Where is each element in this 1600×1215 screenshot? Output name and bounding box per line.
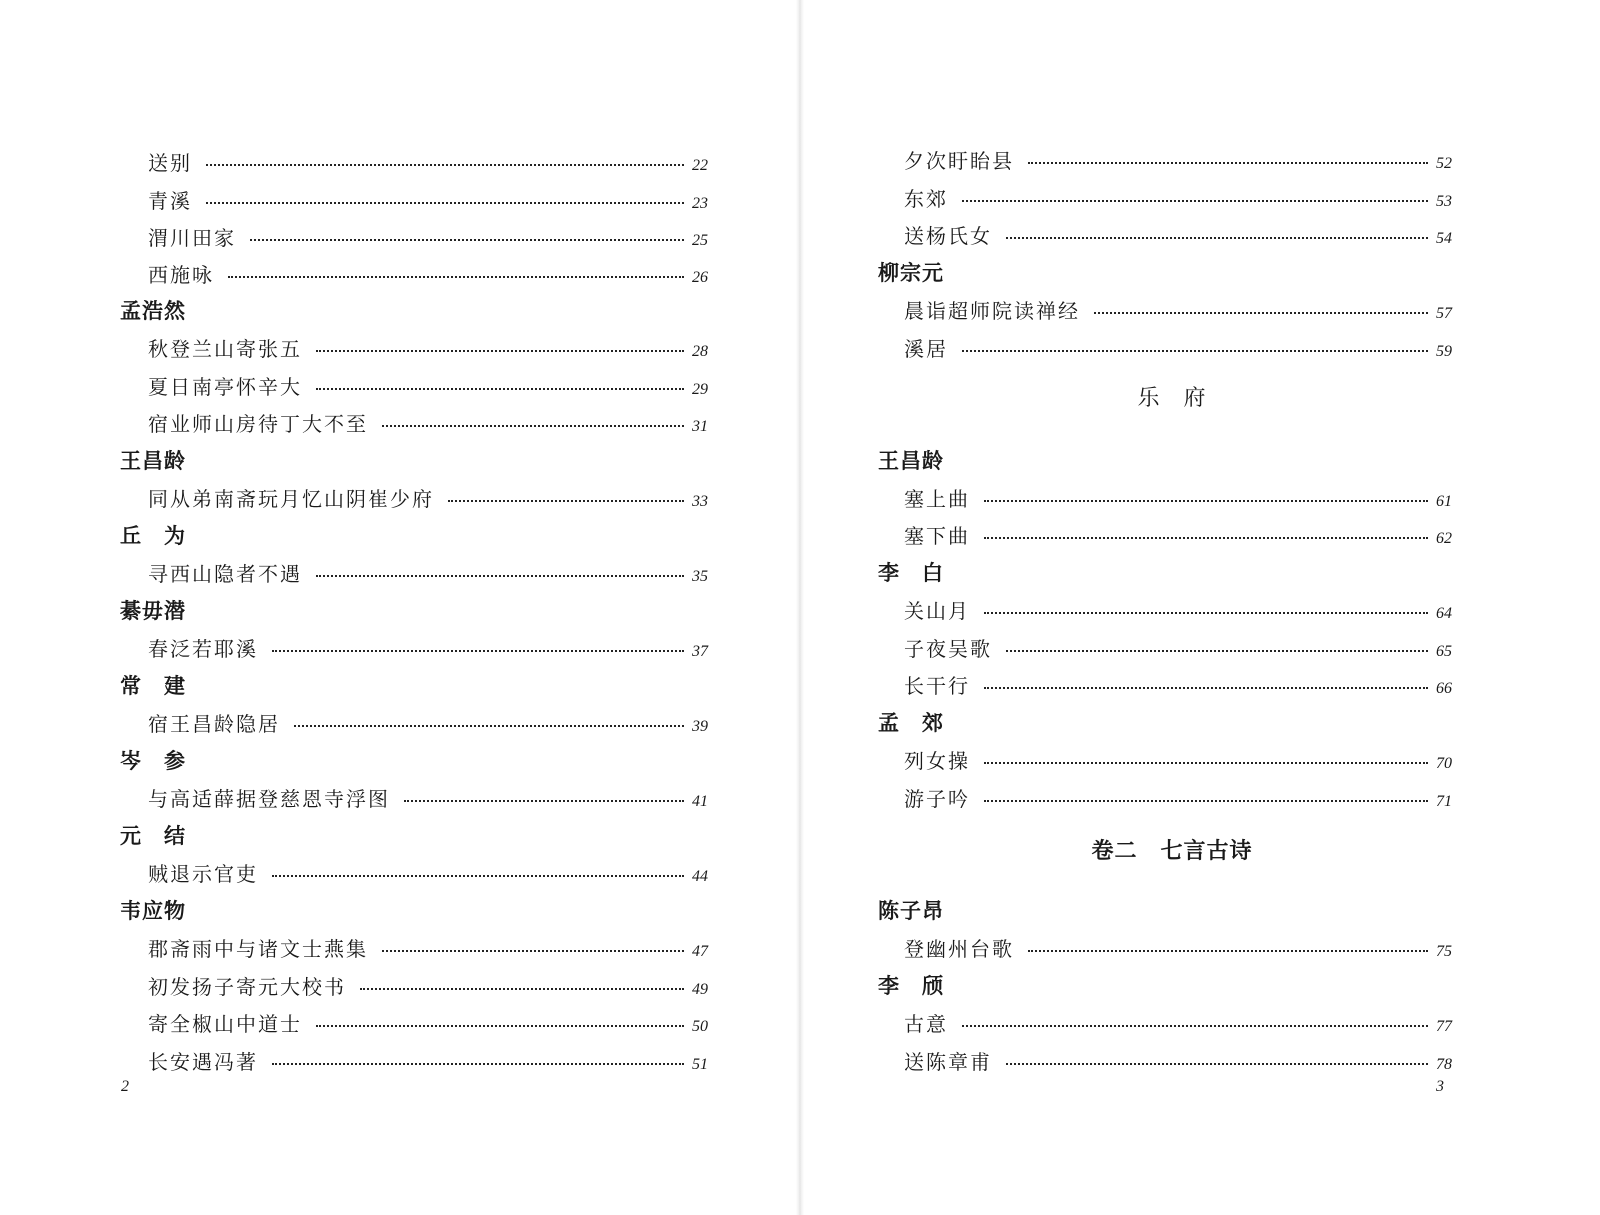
toc-entry-title: 春泛若耶溪 [148,637,258,661]
dot-leader [962,336,1428,352]
page-number-left: 2 [121,1078,129,1095]
toc-entry [148,934,708,964]
toc-entry-title: 东郊 [904,187,948,211]
toc-entry [148,972,708,1002]
toc-entry-page-number: 70 [1436,755,1452,772]
toc-entry [148,148,708,178]
toc-author-heading [878,258,944,288]
page-number-right: 3 [1436,1078,1444,1095]
dot-leader [1028,936,1428,952]
toc-entry [904,1009,1452,1039]
toc-author-heading [120,896,186,926]
toc-entry [148,334,708,364]
author-name: 常 建 [120,673,186,698]
author-name: 元 结 [120,823,186,848]
author-name: 王昌龄 [120,448,186,473]
toc-entry-page-number: 77 [1436,1018,1452,1035]
toc-entry-title: 送杨氏女 [904,224,992,248]
toc-author-heading [878,558,944,588]
toc-entry-title: 晨诣超师院读禅经 [904,299,1080,323]
author-name: 韦应物 [120,898,186,923]
toc-entry-title: 与高适薛据登慈恩寺浮图 [148,787,390,811]
toc-author-heading [878,971,944,1001]
left-page [0,0,796,1215]
toc-entry [904,484,1452,514]
section-title: 卷二 七言古诗 [1091,838,1253,864]
toc-entry-page-number: 61 [1436,493,1452,510]
toc-entry [904,296,1452,326]
dot-leader [984,748,1428,764]
toc-entry [904,934,1452,964]
toc-entry-title: 列女操 [904,749,970,773]
dot-leader [404,786,684,802]
dot-leader [360,974,684,990]
toc-entry-title: 游子吟 [904,787,970,811]
dot-leader [272,1049,684,1065]
toc-entry-title: 子夜吴歌 [904,637,992,661]
dot-leader [984,486,1428,502]
dot-leader [316,374,684,390]
toc-entry [148,859,708,889]
toc-entry-title: 送陈章甫 [904,1050,992,1074]
toc-list-right [804,0,1600,1215]
toc-entry-page-number: 64 [1436,605,1452,622]
toc-entry-title: 郡斋雨中与诸文士燕集 [148,937,368,961]
toc-author-heading [120,671,186,701]
toc-author-heading [120,596,186,626]
toc-entry [148,186,708,216]
toc-author-heading [878,446,944,476]
dot-leader [962,186,1428,202]
right-page [804,0,1600,1215]
toc-entry-title: 溪居 [904,337,948,361]
toc-entry-title: 登幽州台歌 [904,937,1014,961]
toc-entry [148,559,708,589]
dot-leader [272,636,684,652]
toc-entry-title: 渭川田家 [148,226,236,250]
toc-entry-page-number: 37 [692,643,708,660]
toc-entry [904,671,1452,701]
toc-entry [904,521,1452,551]
toc-author-heading [120,296,186,326]
toc-entry [904,1047,1452,1077]
toc-entry-page-number: 22 [692,157,708,174]
author-name: 孟浩然 [120,298,186,323]
toc-author-heading [878,896,944,926]
toc-entry-page-number: 41 [692,793,708,810]
toc-entry-page-number: 57 [1436,305,1452,322]
toc-entry-title: 送别 [148,151,192,175]
toc-entry-title: 贼退示官吏 [148,862,258,886]
toc-entry [148,409,708,439]
dot-leader [272,861,684,877]
book-gutter [796,0,804,1215]
toc-entry [904,334,1452,364]
dot-leader [228,262,684,278]
toc-entry-page-number: 59 [1436,343,1452,360]
toc-entry-title: 秋登兰山寄张五 [148,337,302,361]
toc-entry-page-number: 23 [692,195,708,212]
author-name: 丘 为 [120,523,186,548]
toc-entry-title: 寻西山隐者不遇 [148,562,302,586]
dot-leader [382,936,684,952]
toc-entry [148,709,708,739]
toc-entry-page-number: 65 [1436,643,1452,660]
toc-author-heading [878,708,944,738]
toc-entry [904,596,1452,626]
toc-entry [148,372,708,402]
toc-entry-page-number: 53 [1436,193,1452,210]
toc-entry-page-number: 52 [1436,155,1452,172]
toc-entry-page-number: 25 [692,232,708,249]
dot-leader [984,523,1428,539]
toc-entry-page-number: 66 [1436,680,1452,697]
author-name: 孟 郊 [878,710,944,735]
toc-entry-title: 塞下曲 [904,524,970,548]
dot-leader [984,598,1428,614]
toc-entry [148,1009,708,1039]
toc-author-heading [120,821,186,851]
author-name: 李 白 [878,560,944,585]
toc-entry-page-number: 47 [692,943,708,960]
dot-leader [984,786,1428,802]
toc-entry-page-number: 54 [1436,230,1452,247]
toc-entry [148,223,708,253]
toc-entry-page-number: 50 [692,1018,708,1035]
dot-leader [206,188,684,204]
toc-entry-page-number: 39 [692,718,708,735]
toc-entry-page-number: 71 [1436,793,1452,810]
toc-entry-title: 夏日南亭怀辛大 [148,375,302,399]
toc-entry-page-number: 75 [1436,943,1452,960]
section-title: 乐 府 [1137,386,1207,411]
toc-entry-title: 初发扬子寄元大校书 [148,975,346,999]
dot-leader [1094,298,1428,314]
toc-entry [148,634,708,664]
dot-leader [962,1011,1428,1027]
toc-list-left [0,0,796,1215]
author-name: 李 颀 [878,973,944,998]
toc-entry [904,184,1452,214]
toc-entry-title: 夕次盱眙县 [904,149,1014,173]
dot-leader [1028,148,1428,164]
dot-leader [250,225,684,241]
toc-entry-page-number: 78 [1436,1056,1452,1073]
toc-entry-page-number: 33 [692,493,708,510]
dot-leader [1006,1049,1428,1065]
toc-entry-title: 古意 [904,1012,948,1036]
dot-leader [1006,223,1428,239]
toc-entry-title: 长安遇冯著 [148,1050,258,1074]
toc-author-heading [120,746,186,776]
dot-leader [294,711,684,727]
toc-section-heading [972,384,1372,414]
toc-entry [904,634,1452,664]
dot-leader [316,1011,684,1027]
toc-author-heading [120,446,186,476]
author-name: 王昌龄 [878,448,944,473]
toc-section-heading [972,836,1372,866]
dot-leader [984,673,1428,689]
toc-entry-title: 青溪 [148,189,192,213]
toc-entry-page-number: 62 [1436,530,1452,547]
toc-entry [904,146,1452,176]
toc-entry-title: 塞上曲 [904,487,970,511]
toc-entry [904,221,1452,251]
dot-leader [206,150,684,166]
toc-entry-title: 长干行 [904,674,970,698]
toc-entry-title: 宿王昌龄隐居 [148,712,280,736]
toc-entry [148,484,708,514]
author-name: 柳宗元 [878,260,944,285]
toc-entry-page-number: 28 [692,343,708,360]
author-name: 岑 参 [120,748,186,773]
toc-entry [148,784,708,814]
toc-entry-title: 西施咏 [148,263,214,287]
author-name: 陈子昂 [878,898,944,923]
toc-entry-page-number: 49 [692,981,708,998]
toc-entry [904,746,1452,776]
toc-entry-page-number: 26 [692,269,708,286]
toc-entry-page-number: 29 [692,381,708,398]
dot-leader [448,486,684,502]
toc-entry-page-number: 31 [692,418,708,435]
toc-entry [904,784,1452,814]
dot-leader [316,561,684,577]
dot-leader [382,411,684,427]
toc-entry [148,1047,708,1077]
toc-entry-title: 同从弟南斋玩月忆山阴崔少府 [148,487,434,511]
toc-entry-title: 寄全椒山中道士 [148,1012,302,1036]
dot-leader [316,336,684,352]
toc-entry-page-number: 35 [692,568,708,585]
toc-entry-page-number: 51 [692,1056,708,1073]
toc-author-heading [120,521,186,551]
toc-entry-page-number: 44 [692,868,708,885]
toc-entry-title: 关山月 [904,599,970,623]
dot-leader [1006,636,1428,652]
toc-entry-title: 宿业师山房待丁大不至 [148,412,368,436]
author-name: 綦毋潜 [120,598,186,623]
toc-entry [148,260,708,290]
